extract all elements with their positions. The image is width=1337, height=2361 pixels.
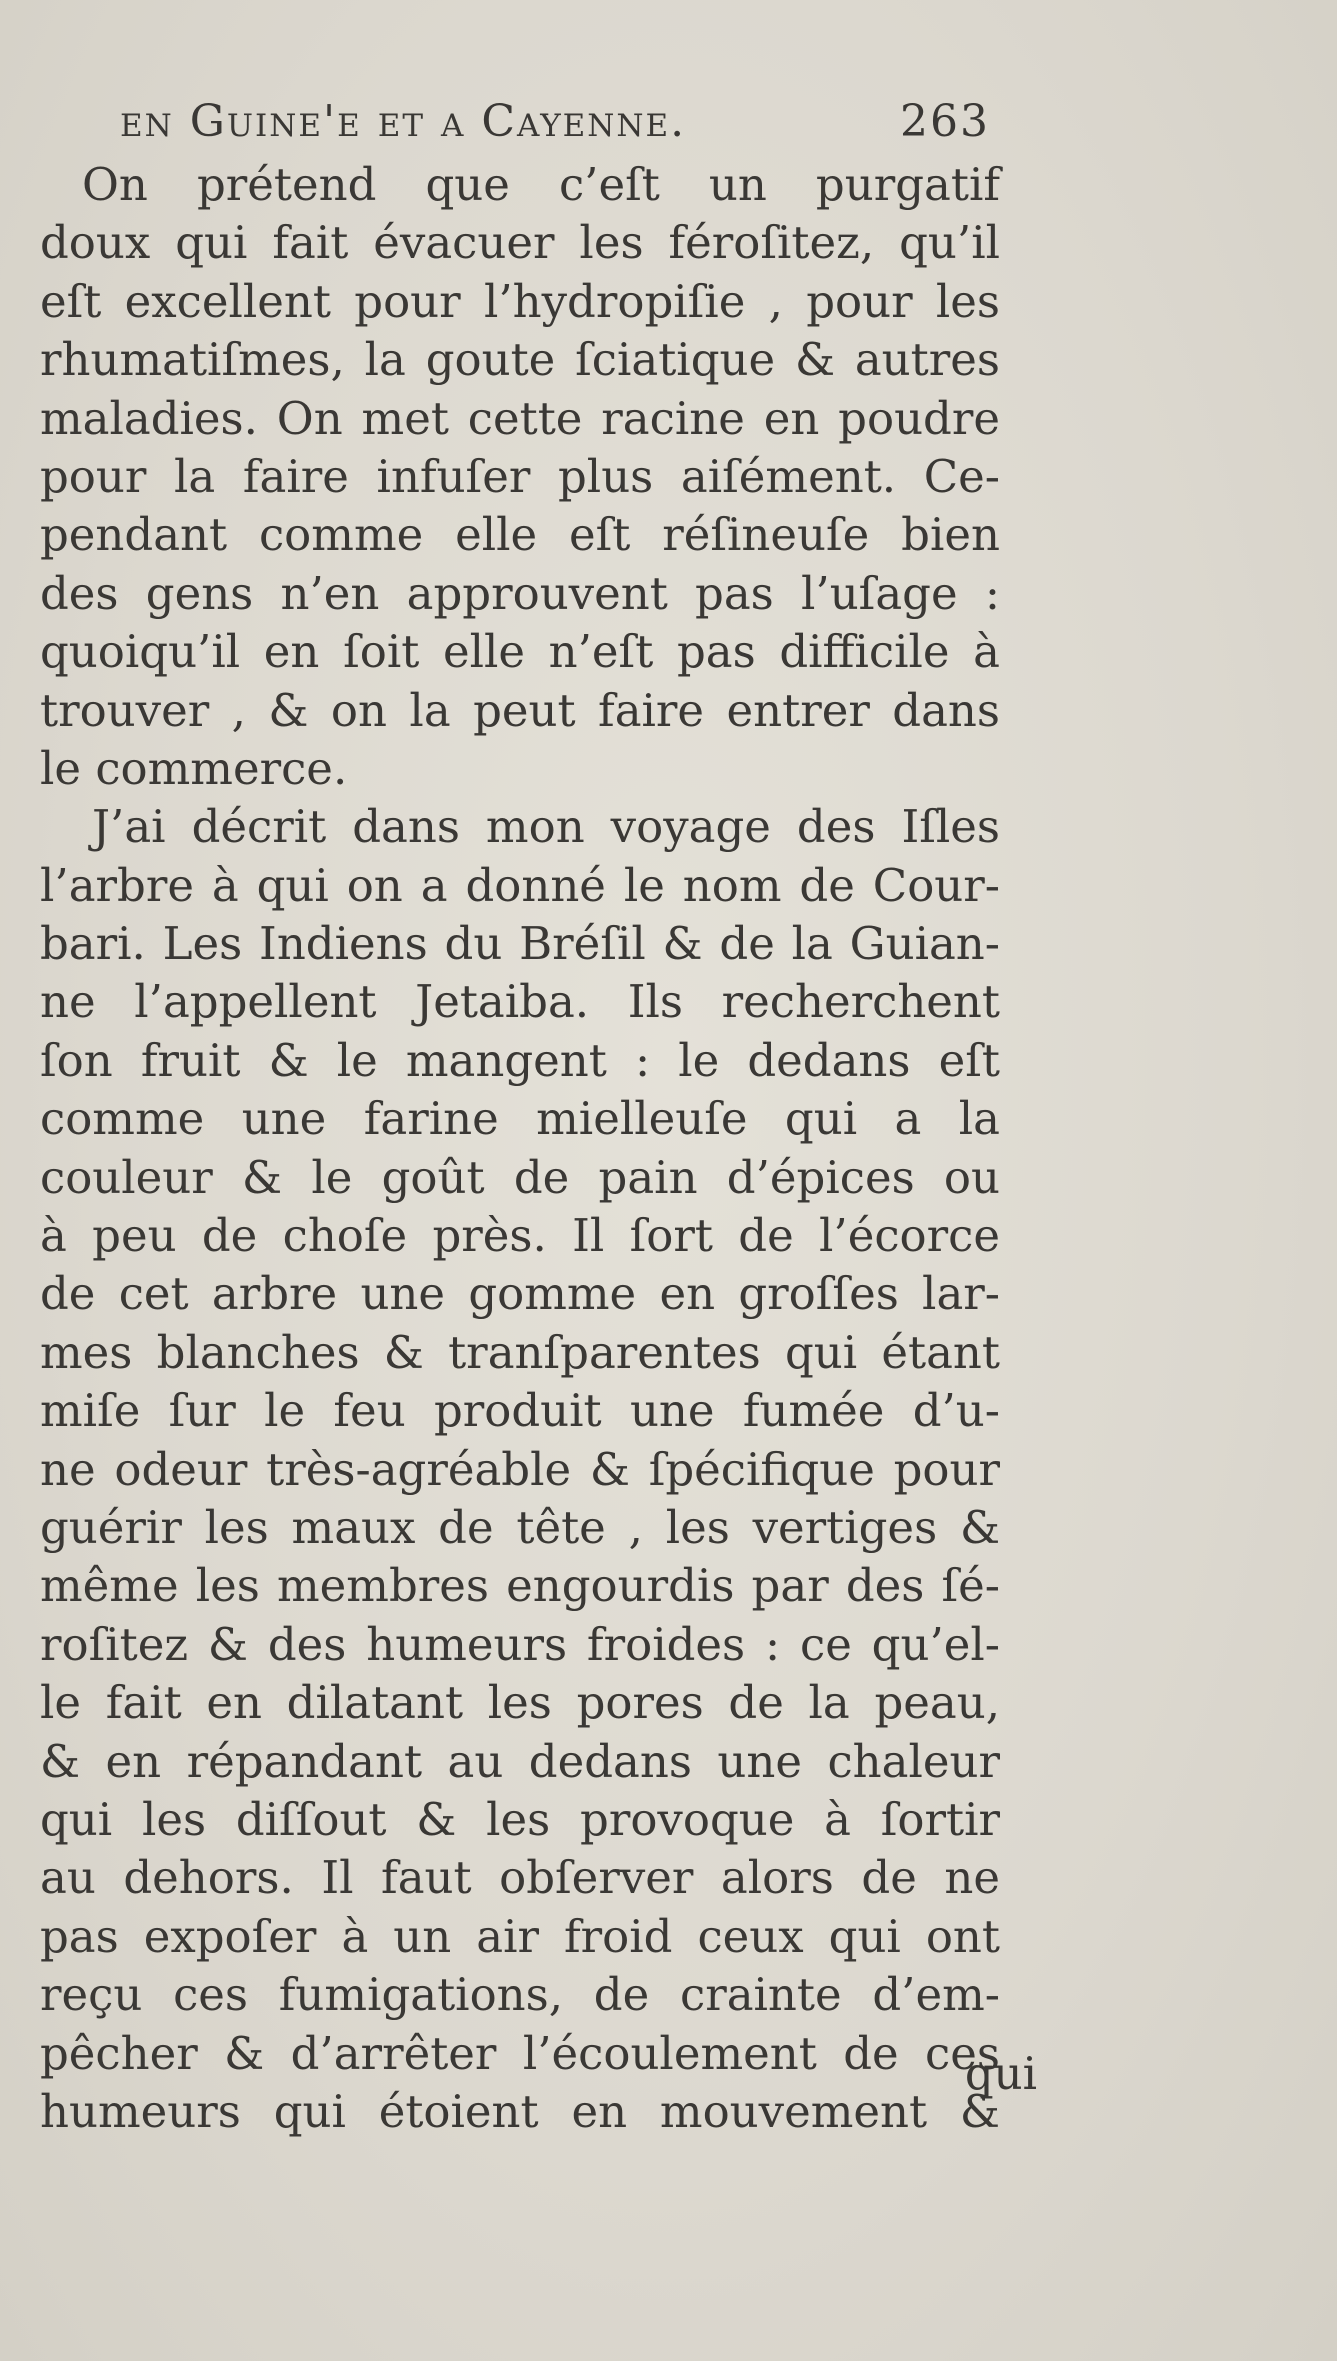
text-line: bari. Les Indiens du Bréſil & de la Guian- (40, 917, 1000, 971)
text-line: doux qui fait évacuer les féroſitez, qu’il (40, 216, 1000, 270)
text-line: miſe ſur le feu produit une fumée d’u- (40, 1384, 1000, 1438)
text-line: des gens n’en approuvent pas l’uſage : (40, 566, 1000, 620)
text-line: & en répandant au dedans une chaleur (40, 1734, 1000, 1788)
text-line: pêcher & d’arrêter l’écoulement de ces (40, 2026, 1000, 2080)
text-line: On prétend que c’eſt un purgatif (82, 158, 1000, 211)
text-line: pendant comme elle eſt réſineuſe bien (40, 508, 1000, 562)
text-line: de cet arbre une gomme en groſſes lar- (40, 1267, 1000, 1321)
running-title: en Guine'e et a Cayenne. (120, 96, 687, 147)
text-line: roſitez & des humeurs froides : ce qu’el- (40, 1617, 1000, 1671)
text-line: ne odeur très-agréable & ſpécifique pour (40, 1442, 1000, 1496)
text-line: reçu ces fumigations, de crainte d’em- (40, 1968, 1000, 2022)
text-line: pas expoſer à un air froid ceux qui ont (40, 1909, 1000, 1963)
text-line: ſon fruit & le mangent : le dedans eſt (40, 1033, 1000, 1087)
text-line: le fait en dilatant les pores de la peau, (40, 1676, 1000, 1730)
text-line: J’ai décrit dans mon voyage des Iſles (92, 800, 1000, 854)
catchword: qui (964, 2047, 1037, 2100)
text-line: au dehors. Il faut obſerver alors de ne (40, 1851, 1000, 1905)
text-line: eſt excellent pour l’hydropiſie , pour les (40, 274, 1000, 328)
text-line: même les membres engourdis par des ſé- (40, 1559, 1000, 1613)
text-line: humeurs qui étoient en mouvement & (40, 2084, 1000, 2138)
text-line: mes blanches & tranſparentes qui étant (40, 1325, 1000, 1379)
text-line: ne l’appellent Jetaiba. Ils recherchent (40, 975, 1000, 1029)
text-line: qui les diſſout & les provoque à ſortir (40, 1792, 1000, 1846)
text-line: couleur & le goût de pain d’épices ou (40, 1150, 1000, 1204)
text-line: à peu de choſe près. Il ſort de l’écorce (40, 1209, 1000, 1263)
text-line: comme une farine mielleuſe qui a la (40, 1092, 1000, 1146)
page-number: 263 (900, 96, 990, 147)
text-line: trouver , & on la peut faire entrer dans (40, 683, 1000, 737)
text-line: l’arbre à qui on a donné le nom de Cour- (40, 858, 1000, 912)
text-line: guérir les maux de tête , les vertiges & (40, 1500, 1000, 1554)
text-line: pour la faire infuſer plus aiſément. Ce- (40, 449, 1000, 503)
body-text (40, 156, 1000, 2141)
text-line: rhumatiſmes, la goute ſciatique & autres (40, 333, 1000, 387)
page-header (120, 92, 990, 152)
text-line: maladies. On met cette racine en poudre (40, 391, 1000, 445)
text-line: le commerce. (40, 741, 348, 795)
text-line: quoiqu’il en ſoit elle n’eſt pas difficile à (40, 625, 1000, 679)
